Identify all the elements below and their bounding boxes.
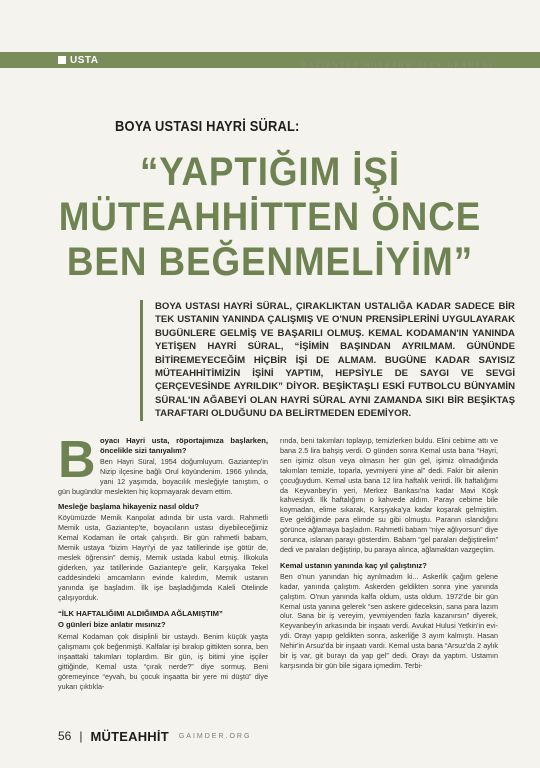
drop-cap: B	[58, 431, 96, 489]
answer-2: Köyümüzde Memik Kanpolat adında bir usta vardı. Rahmetli Memik usta, Gaziantep'te, boyacıların ustası diyebileceğimiz Kemal Kodaman ile ortak çalışırdı. Bir gün rahmetli babam, Memik ustaya “bizim Hayri'yi de yaz tatillerinde işe götür de, meslek öğrensin” demiş, Memik ustada kabul etmiş. İlkokula giderken, yaz tatillerinde Gaziantep'e gelir, Karşıyaka Tekel caddesindeki amcamların evinde kalırdım, Memik ustanın yanında işe başladım. İlk işe başladığımda Kaleli Otelinde çalışıyorduk.	[58, 513, 268, 602]
column-right	[280, 436, 498, 677]
square-bullet-icon	[58, 56, 66, 64]
page-footer	[58, 728, 251, 744]
page-number: 56	[58, 729, 72, 743]
magazine-name: MÜTEAHHİT	[90, 728, 169, 744]
answer-4: Ben o'nun yanından hiç ayrılmadım ki... Askerlik çağım gelene kadar, yanında çalıştım. Askerden geldikten sonra yine yanında çalıştım. O'nun yanında kalfa oldum, usta oldum. 1972'de bir gün Kemal usta yanına gelerek “sen askere gideceksin, sana para lazım olur. Sana bir iş vereyim, yevmiyenden fazla kazanırsın” diyerek, Keyvanbey'in arkasında bir inşaatı verdi. Avukat Hulusi Yetkin'in eviydi. Orayı yapıp geldikten sonra, askerliğe 3 ayım kalmıştı. Hasan Nehir'in Arsuz'da bir inşaatı vardı. Kemal usta bana “Arsuz'da 2 aylık bir iş var, git burayı da yap gel” dedi. Orayı da yaptım. Ustamın karşısında bir gün bile sigara içmedim. Terbi-	[280, 571, 498, 670]
question-intro: oyacı Hayri usta, röportajımıza başlarken, öncelikle sizi tanıyalım?	[100, 436, 268, 455]
question-3: O günleri bize anlatır mısınız?	[58, 620, 166, 630]
article-lead: BOYA USTASI HAYRİ SÜRAL, ÇIRAKLIKTAN USTALIĞA KADAR SADECE BİR TEK USTANIN YANINDA ÇALIŞMIŞ VE O'NUN PRENSİPLERİNİ UYGULAYARAK BUGÜNLERE GELMİŞ VE BAŞARILI OLMUŞ. KEMAL KODAMAN'IN YANINDA YETİŞEN HAYRİ SÜRAL, “İŞİMİN BAŞINDAN AYRILMAM. GÜNÜNDE BİTİREMEYECEĞİM HİÇBİR İŞİ DE ALMAM. BUGÜNE KADAR SAYISIZ MÜTEAHHİTİMİZİN İŞİNİ YAPTIM, HEPSİYLE DE SAYGI VE SEVGİ ÇERÇEVESİNDE AYRILDIK” DİYOR. BEŞİKTAŞLI ESKİ FUTBOLCU BÜNYAMİN SÜRAL'IN AĞABEYİ OLAN HAYRİ SÜRAL AYNI ZAMANDA SIKI BİR BEŞİKTAŞ TARAFTARI OLDUĞUNU DA BELİRTMEDEN EDEMİYOR.	[140, 300, 515, 421]
headline-line-1: “YAPTIĞIM İŞİ	[139, 150, 401, 194]
association-name: GAZİANTEP MÜTEAHHİTLER DERNEĞİ	[301, 62, 494, 69]
website-link[interactable]: GAIMDER.ORG	[178, 732, 252, 740]
question-2: Mesleğe başlama hikayeniz nasıl oldu?	[58, 502, 199, 512]
answer-3: Kemal Kodaman çok disiplinli bir ustaydı. Benim küçük yaşta çalışmamı çok beğenmişti. Kalfalar işi bırakıp gittikten sonra, ben inşaattaki takımları toplardım. Bir gün, iş bitimi yine işçiler gittiğinde, Kemal usta “çırak nerde?” diye sormuş. Beni göremeyince “eyvah, bu çocuk inşaatta bir yere mi düştü” diye yukarı çıktıkla-	[58, 632, 268, 691]
section-label: USTA	[70, 54, 99, 66]
headline-line-3: BEN BEĞENMELİYİM”	[66, 240, 474, 284]
answer-3-continued: rında, beni takımları toplayıp, temizlerken buldu. Elini cebime attı ve bana 2.5 lira bahşiş verdi. O günden sonra Kemal usta bana “Hayri, sen işimiz olsun veya olmasın her gün gel, işimiz olmadığında takımları temizle, toparla, yevmiyeni yine al” dedi. Fakir bir ailenin çocuğuydum. Kemal usta bana 12 lira haftalık verirdi. İlk haftalığımı da Keyvanbey'in yeri, Merkez Bankası'na kadar Mavi Köşk kahvesiydi. İlk haftalığımı o kahvede aldım. Parayı cebime bile koymadan, elime sıkarak, Karşıyaka'ya kadar koşarak gelmiştim. Eve geldiğimde para elimde su gibi olmuştu. Paranın ıslandığını görünce ağlamaya başladım. Rahmetli babam “niye ağlıyorsun” diye sorunca, ıslanan parayı gösterdim. Babam “gel paraları değiştirelim” dedi ve paraları değiştirip, bu paraya alınca, ağlamaktan vazgeçtim.	[280, 436, 498, 554]
footer-separator: |	[79, 729, 83, 743]
article-headline	[0, 150, 540, 285]
answer-intro: Ben Hayri Süral, 1954 doğumluyum. Gaziantep'in Nizip ilçesine bağlı Orul köyündenim. 1966 yılında, yani 12 yaşımda, boyacılık mesleğiyle tanıştım, o gün bugündür meslekten hiç kopmayarak devam ettim.	[58, 456, 268, 496]
subheading-quote: “İLK HAFTALIĞIMI ALDIĞIMDA AĞLAMIŞTIM”	[58, 608, 223, 618]
column-left	[58, 431, 268, 698]
headline-line-2: MÜTEAHHİTTEN ÖNCE	[58, 195, 482, 239]
section-tag	[58, 52, 98, 68]
question-4: Kemal ustanın yanında kaç yıl çalıştınız?	[280, 560, 427, 570]
article-kicker: BOYA USTASI HAYRİ SÜRAL:	[115, 118, 300, 135]
